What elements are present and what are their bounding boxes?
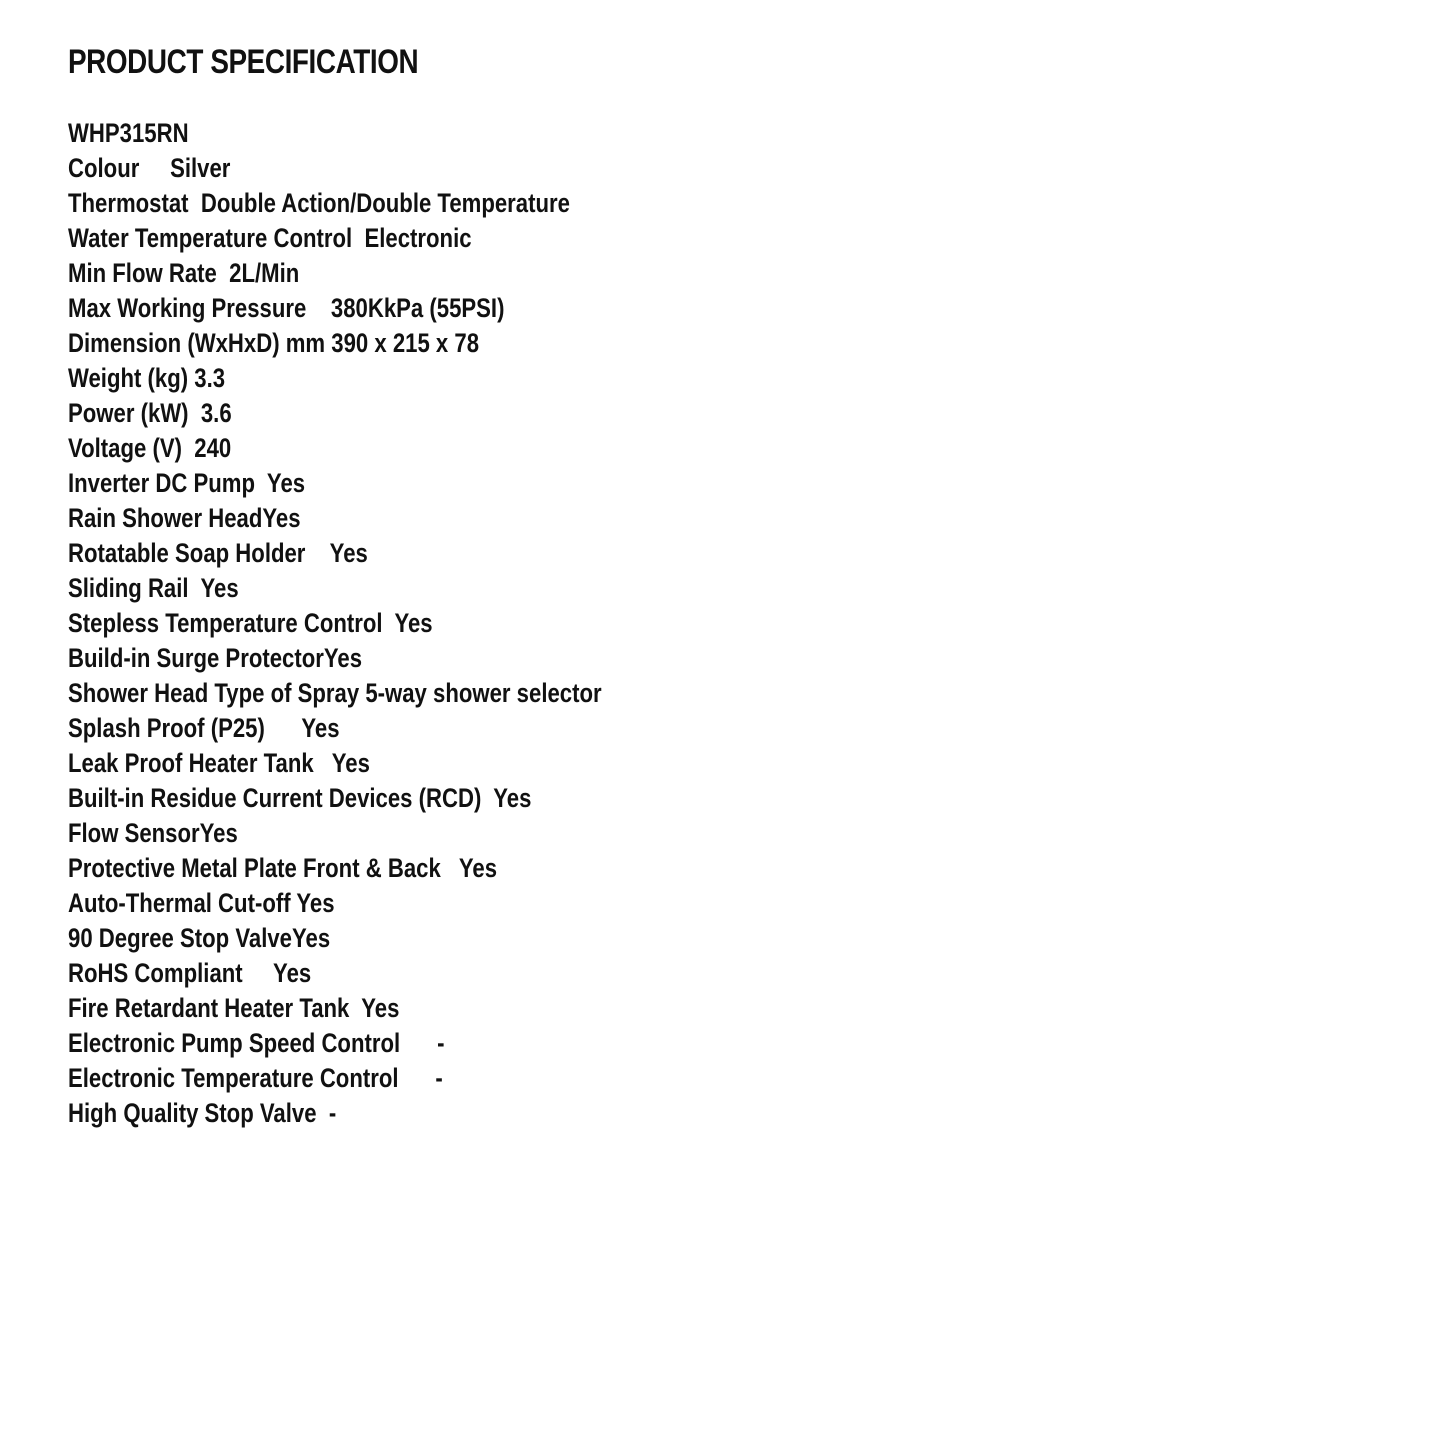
spec-separator (317, 1098, 329, 1128)
spec-value: Yes (296, 888, 335, 918)
spec-value: - (435, 1063, 443, 1093)
spec-row (68, 991, 1134, 1026)
spec-row (68, 256, 1134, 291)
spec-separator (441, 853, 459, 883)
spec-separator (217, 258, 229, 288)
spec-value: Electronic (364, 223, 472, 253)
spec-label: Protective Metal Plate Front & Back (68, 853, 441, 883)
spec-label: Colour (68, 153, 140, 183)
spec-label: Electronic Temperature Control (68, 1063, 399, 1093)
spec-row (68, 921, 1134, 956)
spec-label: Rain Shower Head (68, 503, 263, 533)
spec-label: Rotatable Soap Holder (68, 538, 306, 568)
spec-row (68, 326, 1134, 361)
spec-row (68, 956, 1134, 991)
spec-value: 3.3 (194, 363, 226, 393)
spec-row (68, 1096, 1134, 1131)
spec-value: Yes (361, 993, 400, 1023)
spec-label: Electronic Pump Speed Control (68, 1028, 401, 1058)
spec-row (68, 361, 1134, 396)
spec-label: Stepless Temperature Control (68, 608, 383, 638)
spec-separator (352, 223, 364, 253)
spec-label: Built-in Residue Current Devices (RCD) (68, 783, 482, 813)
spec-value: Yes (262, 503, 301, 533)
spec-row (68, 1061, 1134, 1096)
spec-row (68, 641, 1134, 676)
spec-row (68, 746, 1134, 781)
spec-value: Silver (170, 153, 231, 183)
spec-separator (139, 153, 170, 183)
spec-separator (189, 188, 201, 218)
spec-separator (399, 1063, 436, 1093)
spec-label: Shower Head Type of Spray (68, 678, 360, 708)
spec-label: Thermostat (68, 188, 189, 218)
spec-row (68, 571, 1134, 606)
spec-row (68, 186, 1134, 221)
spec-document (68, 40, 1368, 1131)
spec-separator (481, 783, 493, 813)
spec-value: Yes (394, 608, 433, 638)
spec-row (68, 536, 1134, 571)
spec-value: Double Action/Double Temperature (200, 188, 570, 218)
spec-label: RoHS Compliant (68, 958, 243, 988)
spec-separator (265, 713, 302, 743)
spec-row (68, 151, 1134, 186)
spec-separator (255, 468, 267, 498)
spec-separator (306, 293, 331, 323)
spec-separator (349, 993, 361, 1023)
spec-separator (305, 538, 329, 568)
spec-value: 3.6 (200, 398, 232, 428)
spec-row (68, 501, 1134, 536)
spec-label: Voltage (V) (68, 433, 182, 463)
spec-separator (243, 958, 273, 988)
spec-row (68, 396, 1134, 431)
spec-label: Build-in Surge Protector (68, 643, 324, 673)
spec-row (68, 606, 1134, 641)
spec-value: - (437, 1028, 445, 1058)
spec-row (68, 1026, 1134, 1061)
spec-label: High Quality Stop Valve (68, 1098, 317, 1128)
spec-label: 90 Degree Stop Valve (68, 923, 292, 953)
model-number: WHP315RN (68, 118, 189, 148)
spec-value: 5-way shower selector (365, 678, 602, 708)
spec-label: Splash Proof (P25) (68, 713, 265, 743)
spec-separator (189, 398, 201, 428)
spec-row (68, 711, 1134, 746)
spec-value: Yes (331, 748, 370, 778)
spec-row (68, 816, 1134, 851)
spec-value: Yes (200, 573, 239, 603)
spec-row (68, 466, 1134, 501)
spec-value: Yes (458, 853, 498, 883)
spec-label: Inverter DC Pump (68, 468, 256, 498)
spec-value: 240 (194, 433, 232, 463)
spec-value: Yes (323, 643, 363, 673)
spec-separator (182, 433, 194, 463)
spec-label: Leak Proof Heater Tank (68, 748, 314, 778)
spec-label: Dimension (WxHxD) mm (68, 328, 326, 358)
spec-value: Yes (329, 538, 368, 568)
spec-value: Yes (493, 783, 532, 813)
spec-separator (383, 608, 395, 638)
spec-label: Max Working Pressure (68, 293, 307, 323)
spec-separator (189, 573, 201, 603)
spec-label: Water Temperature Control (68, 223, 353, 253)
spec-label: Sliding Rail (68, 573, 189, 603)
spec-value: Yes (199, 818, 238, 848)
spec-row (68, 851, 1134, 886)
spec-row (68, 221, 1134, 256)
spec-label: Flow Sensor (68, 818, 200, 848)
spec-value: Yes (301, 713, 340, 743)
spec-row (68, 291, 1134, 326)
spec-value: Yes (266, 468, 306, 498)
spec-label: Fire Retardant Heater Tank (68, 993, 350, 1023)
spec-label: Min Flow Rate (68, 258, 217, 288)
spec-value: 380KkPa (55PSI) (330, 293, 505, 323)
spec-value: - (328, 1098, 337, 1128)
spec-value: Yes (273, 958, 312, 988)
spec-label: Power (kW) (68, 398, 189, 428)
spec-row (68, 781, 1134, 816)
page-title: PRODUCT SPECIFICATION (68, 43, 419, 81)
spec-row (68, 676, 1134, 711)
spec-row (68, 886, 1134, 921)
spec-row (68, 431, 1134, 466)
spec-label: Weight (kg) (68, 363, 189, 393)
spec-value: Yes (291, 923, 331, 953)
spec-list (68, 151, 1368, 1131)
spec-value: 2L/Min (229, 258, 300, 288)
spec-value: 390 x 215 x 78 (331, 328, 480, 358)
spec-separator (400, 1028, 437, 1058)
spec-separator (314, 748, 332, 778)
spec-label: Auto-Thermal Cut-off (68, 888, 291, 918)
